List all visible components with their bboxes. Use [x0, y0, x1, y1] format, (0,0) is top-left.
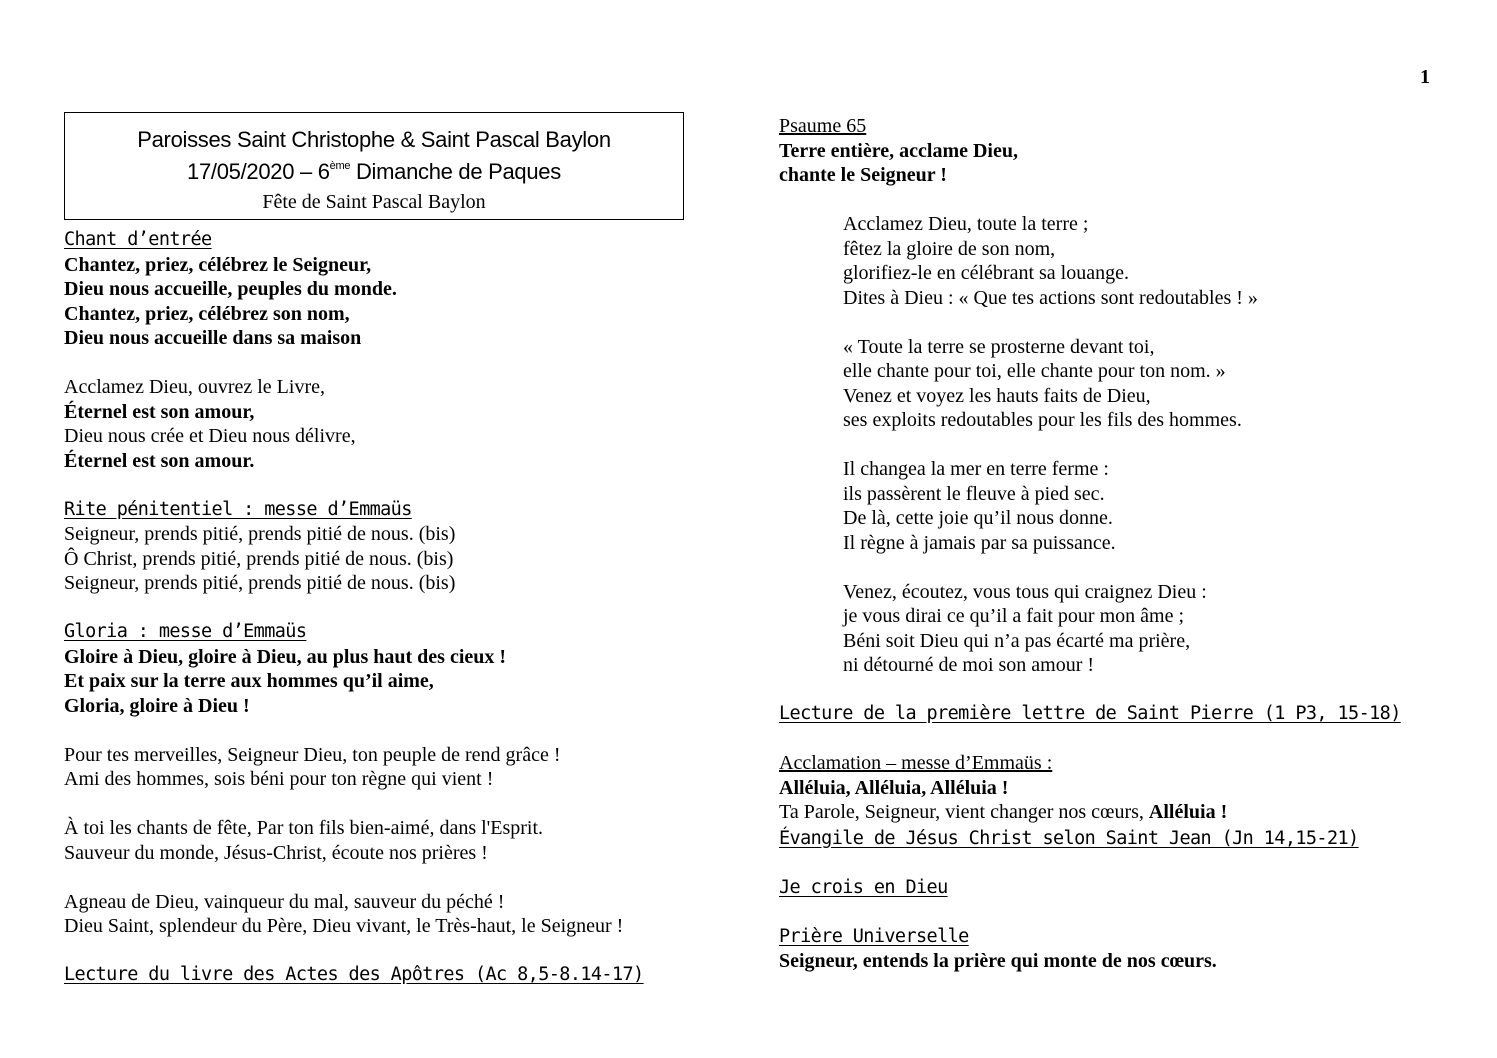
gloria-stanza-line: Agneau de Dieu, vainqueur du mal, sauveur du péché ! — [64, 890, 505, 913]
gloria-refrain-line: Gloire à Dieu, gloire à Dieu, au plus haut des cieux ! — [64, 645, 507, 668]
chant-couplet-line: Éternel est son amour, — [64, 400, 255, 423]
chant-refrain-line: Dieu nous accueille, peuples du monde. — [64, 278, 397, 300]
header-ordinal: ème — [329, 160, 351, 172]
chant-refrain-line: Chantez, priez, célébrez le Seigneur, — [64, 253, 372, 276]
psaume-stanza-line: fêtez la gloire de son nom, — [843, 237, 1056, 260]
rite-penitentiel-title: Rite pénitentiel : messe d’Emmaüs — [64, 498, 412, 520]
gloria-stanza-line: Ami des hommes, sois béni pour ton règne qui vient ! — [64, 768, 494, 790]
gloria-stanza-line: Pour tes merveilles, Seigneur Dieu, ton peuple de rend grâce ! — [64, 743, 561, 766]
header-box — [64, 112, 684, 220]
left-column — [64, 228, 704, 988]
rite-line: Ô Christ, prends pitié, prends pitié de nous. (bis) — [64, 547, 454, 570]
chant-couplet-line: Acclamez Dieu, ouvrez le Livre, — [64, 376, 325, 398]
psaume-stanza-line: De là, cette joie qu’il nous donne. — [843, 507, 1113, 529]
rite-line: Seigneur, prends pitié, prends pitié de nous. (bis) — [64, 523, 456, 545]
chant-entree-title: Chant d’entrée — [64, 229, 212, 250]
header-feast: Fête de Saint Pascal Baylon — [262, 191, 486, 213]
lecture-pierre-title: Lecture de la première lettre de Saint Pierre (1 P3, 15-18) — [779, 703, 1401, 724]
header-date-line — [65, 159, 683, 185]
gloria-refrain-line: Et paix sur la terre aux hommes qu’il aime, — [64, 670, 434, 692]
acclamation-verse — [779, 800, 1459, 825]
psaume-stanza-line: « Toute la terre se prosterne devant toi, — [843, 335, 1155, 358]
gloria-stanza-line: À toi les chants de fête, Par ton fils bien-aimé, dans l'Esprit. — [64, 817, 544, 839]
gloria-title: Gloria : messe d’Emmaüs — [64, 621, 307, 642]
header-date: 17/05/2020 – 6 — [187, 159, 330, 184]
gloria-stanza-line: Dieu Saint, splendeur du Père, Dieu vivant, le Très-haut, le Seigneur ! — [64, 915, 624, 937]
psaume-stanza-line: Il changea la mer en terre ferme : — [843, 458, 1109, 480]
priere-universelle-title: Prière Universelle — [779, 925, 969, 947]
chant-couplet-line: Dieu nous crée et Dieu nous délivre, — [64, 425, 356, 447]
psaume-stanza-line: Dites à Dieu : « Que tes actions sont redoutables ! » — [843, 286, 1258, 309]
psaume-stanza-line: ni détourné de moi son amour ! — [843, 654, 1095, 676]
psaume-stanza-line: ses exploits redoutables pour les fils des hommes. — [843, 409, 1242, 431]
right-column — [779, 114, 1459, 974]
page-number: 1 — [1420, 66, 1430, 88]
psaume-refrain-line: Terre entière, acclame Dieu, — [779, 139, 1018, 162]
priere-refrain: Seigneur, entends la prière qui monte de nos cœurs. — [779, 950, 1217, 972]
psaume-stanza-line: glorifiez-le en célébrant sa louange. — [843, 262, 1129, 284]
psaume-title: Psaume 65 — [779, 115, 867, 137]
psaume-stanza-line: Venez, écoutez, vous tous qui craignez Dieu : — [843, 580, 1207, 603]
psaume-stanza-line: Venez et voyez les hauts faits de Dieu, — [843, 384, 1151, 407]
chant-refrain-line: Chantez, priez, célébrez son nom, — [64, 302, 350, 325]
evangile-title: Évangile de Jésus Christ selon Saint Jean (Jn 14,15-21) — [779, 827, 1359, 849]
acclamation-title: Acclamation – messe d’Emmaüs : — [779, 752, 1053, 774]
gloria-stanza-line: Sauveur du monde, Jésus-Christ, écoute nos prières ! — [64, 841, 488, 864]
acclamation-verse-alleluia: Alléluia ! — [1148, 801, 1228, 823]
header-parishes: Paroisses Saint Christophe & Saint Pascal Baylon — [137, 127, 611, 152]
lecture-actes-title: Lecture du livre des Actes des Apôtres (Ac 8,5-8.14-17) — [64, 964, 644, 985]
rite-line: Seigneur, prends pitié, prends pitié de nous. (bis) — [64, 572, 456, 594]
psaume-stanza-line: Béni soit Dieu qui n’a pas écarté ma prière, — [843, 629, 1191, 652]
psaume-stanza-line: Il règne à jamais par sa puissance. — [843, 531, 1116, 554]
psaume-refrain-line: chante le Seigneur ! — [779, 164, 947, 186]
chant-couplet-line: Éternel est son amour. — [64, 449, 255, 472]
gloria-refrain-line: Gloria, gloire à Dieu ! — [64, 694, 250, 717]
psaume-stanza-line: ils passèrent le fleuve à pied sec. — [843, 482, 1105, 505]
psaume-stanza-line: je vous dirai ce qu’il a fait pour mon âme ; — [843, 605, 1185, 627]
chant-refrain-line: Dieu nous accueille dans sa maison — [64, 327, 362, 349]
psaume-stanza-line: Acclamez Dieu, toute la terre ; — [843, 213, 1089, 235]
acclamation-verse-text: Ta Parole, Seigneur, vient changer nos cœurs, — [779, 801, 1149, 823]
credo-title: Je crois en Dieu — [779, 876, 948, 898]
psaume-stanza-line: elle chante pour toi, elle chante pour ton nom. » — [843, 360, 1226, 382]
header-sunday: Dimanche de Paques — [350, 159, 561, 184]
acclamation-refrain: Alléluia, Alléluia, Alléluia ! — [779, 776, 1009, 799]
